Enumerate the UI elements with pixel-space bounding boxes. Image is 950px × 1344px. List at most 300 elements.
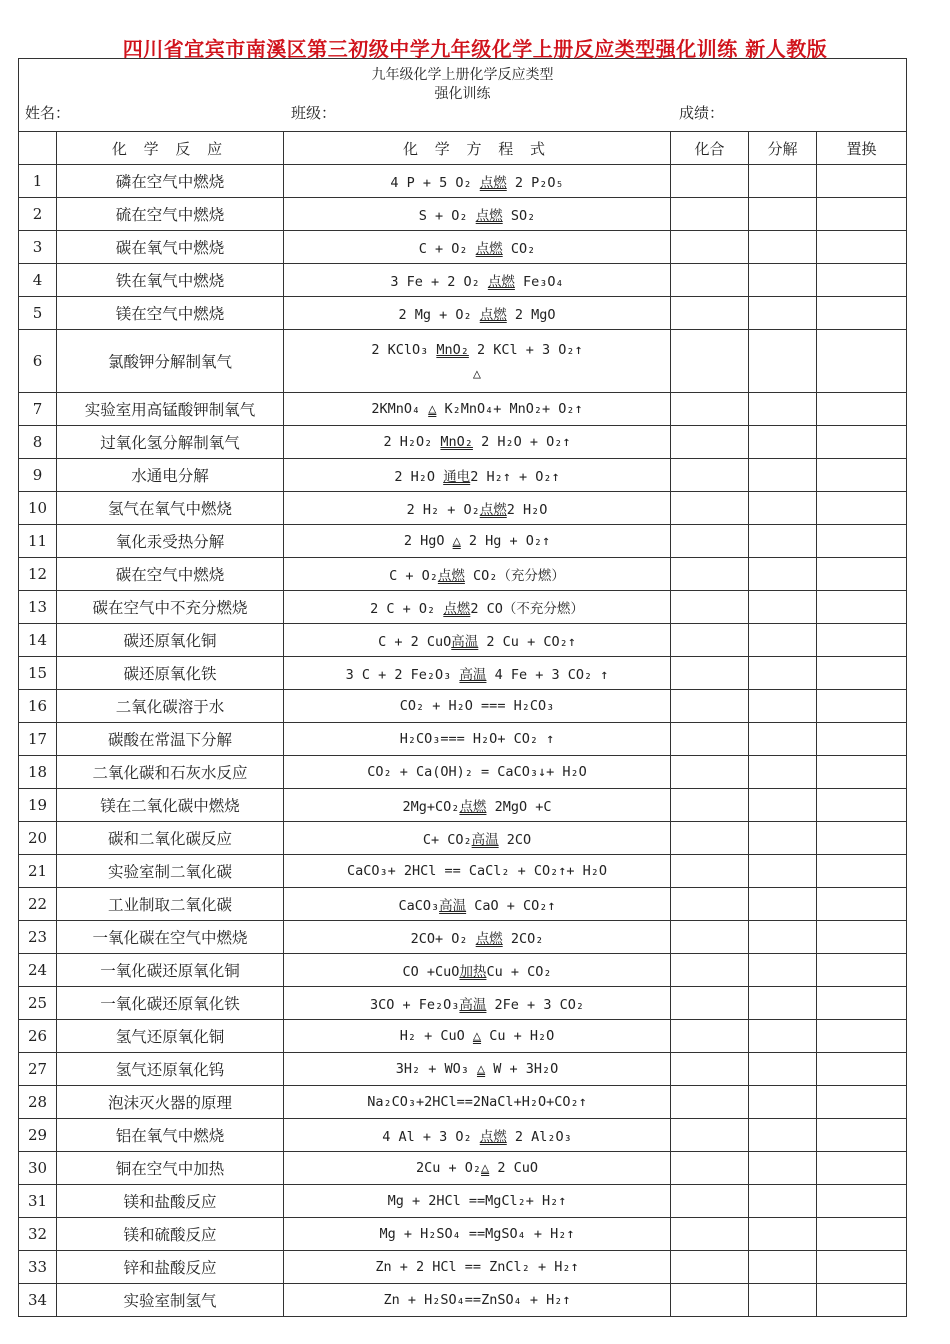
equation-cell [284,459,671,492]
row-number: 24 [19,954,57,987]
table-row [19,756,907,789]
row-number: 13 [19,591,57,624]
displacement-check-cell[interactable] [817,1119,907,1152]
equation-cell [284,657,671,690]
equation [416,1160,538,1176]
reaction-condition: 点燃 [479,1129,507,1145]
equation-reactants: 2 KClO₃ [371,342,437,358]
equation-reactants: 3 C + 2 Fe₂O₃ [345,667,460,683]
combination-check-cell[interactable] [671,1086,749,1119]
reaction-name: 水通电分解 [57,459,284,492]
equation-products: Cu + CO₂ [486,964,552,980]
col-number [19,132,57,165]
equation-cell [284,165,671,198]
equation-products: 2 Hg + O₂↑ [460,533,551,549]
decomposition-check-cell[interactable] [749,297,817,330]
combination-check-cell[interactable] [671,888,749,921]
reaction-name: 二氧化碳溶于水 [57,690,284,723]
equation [390,175,563,191]
displacement-check-cell[interactable] [817,657,907,690]
row-number: 5 [19,297,57,330]
combination-check-cell[interactable] [671,492,749,525]
equation-cell [284,789,671,822]
equation [407,502,548,518]
decomposition-check-cell[interactable] [749,330,817,393]
equation-reactants: S + O₂ [418,208,476,224]
combination-check-cell[interactable] [671,987,749,1020]
equation-reactants: 2 H₂O [394,469,444,485]
reaction-name: 碳和二氧化碳反应 [57,822,284,855]
displacement-check-cell[interactable] [817,723,907,756]
equation-products: K₂MnO₄+ MnO₂+ O₂↑ [436,401,583,417]
reaction-condition: 点燃 [443,601,471,617]
equation-cell [284,624,671,657]
combination-check-cell[interactable] [671,1185,749,1218]
equation-products: 2MgO +C [486,799,552,815]
displacement-check-cell[interactable] [817,1020,907,1053]
reaction-condition: △ [481,1160,490,1176]
equation-products: 2 H₂↑ + O₂↑ [470,469,560,485]
decomposition-check-cell[interactable] [749,393,817,426]
displacement-check-cell[interactable] [817,525,907,558]
row-number: 26 [19,1020,57,1053]
displacement-check-cell[interactable] [817,330,907,393]
decomposition-check-cell[interactable] [749,756,817,789]
reaction-name: 氢气还原氧化铜 [57,1020,284,1053]
table-row [19,1185,907,1218]
equation-reactants: Mg + 2HCl ==MgCl₂+ H₂↑ [387,1193,567,1209]
equation-reactants: 2KMnO₄ [371,401,429,417]
equation-products: 2 H₂O + O₂↑ [472,434,571,450]
table-row [19,1086,907,1119]
reaction-condition: 点燃 [479,502,507,518]
table-row [19,624,907,657]
displacement-check-cell[interactable] [817,1284,907,1317]
equation [371,401,582,417]
reaction-name: 铁在氧气中燃烧 [57,264,284,297]
table-row [19,1251,907,1284]
equation-reactants: 2 C + O₂ [370,601,444,617]
decomposition-check-cell[interactable] [749,789,817,822]
displacement-check-cell[interactable] [817,822,907,855]
reaction-name: 实验室制氢气 [57,1284,284,1317]
decomposition-check-cell[interactable] [749,657,817,690]
equation [379,1226,574,1242]
combination-check-cell[interactable] [671,1251,749,1284]
displacement-check-cell[interactable] [817,888,907,921]
reaction-condition: 加热 [459,964,487,980]
col-displacement: 置换 [817,132,907,165]
table-row [19,591,907,624]
equation-products: W + 3H₂O [485,1061,559,1077]
reaction-condition: 点燃 [475,241,503,257]
equation-reactants: 2 H₂ + O₂ [406,502,480,518]
row-number: 14 [19,624,57,657]
decomposition-check-cell[interactable] [749,1218,817,1251]
reaction-condition: △ [428,401,437,417]
table-row [19,231,907,264]
reaction-condition: 点燃 [475,208,503,224]
decomposition-check-cell[interactable] [749,855,817,888]
decomposition-check-cell[interactable] [749,690,817,723]
equation-reactants: C + O₂ [389,568,438,584]
row-number: 19 [19,789,57,822]
decomposition-check-cell[interactable] [749,723,817,756]
equation-reactants: 2Mg+CO₂ [402,799,460,815]
reaction-name: 锌和盐酸反应 [57,1251,284,1284]
equation-cell [284,690,671,723]
equation [378,634,576,650]
decomposition-check-cell[interactable] [749,591,817,624]
combination-check-cell[interactable] [671,426,749,459]
equation [400,1028,554,1044]
reaction-name: 镁和硫酸反应 [57,1218,284,1251]
equation [403,799,552,815]
equation-cell [284,525,671,558]
row-number: 32 [19,1218,57,1251]
combination-check-cell[interactable] [671,921,749,954]
equation-products: 2 Cu + CO₂↑ [478,634,576,650]
table-row [19,459,907,492]
table-row [19,723,907,756]
reaction-condition: 高温 [439,898,467,914]
decomposition-check-cell[interactable] [749,1152,817,1185]
displacement-check-cell[interactable] [817,231,907,264]
equation-cell [284,1020,671,1053]
reaction-name: 一氧化碳还原氧化铁 [57,987,284,1020]
combination-check-cell[interactable] [671,1152,749,1185]
reaction-condition: △ [452,533,461,549]
combination-check-cell[interactable] [671,789,749,822]
table-row [19,525,907,558]
name-label: 姓名： [25,104,71,122]
equation-reactants: 2 Mg + O₂ [398,307,480,323]
row-number: 10 [19,492,57,525]
combination-check-cell[interactable] [671,330,749,393]
decomposition-check-cell[interactable] [749,231,817,264]
reaction-condition: 高温 [459,667,487,683]
equation-products: 2 P₂O₅ [506,175,564,191]
reaction-condition: 点燃 [479,175,507,191]
equation-cell [284,264,671,297]
equation-cell [284,1284,671,1317]
combination-check-cell[interactable] [671,954,749,987]
equation-cell [284,393,671,426]
displacement-check-cell[interactable] [817,987,907,1020]
equation-products: 2 KCl + 3 O₂↑ [468,342,583,358]
equation-products: 2 MgO [506,307,556,323]
table-row [19,657,907,690]
reaction-name: 碳酸在常温下分解 [57,723,284,756]
combination-check-cell[interactable] [671,525,749,558]
decomposition-check-cell[interactable] [749,525,817,558]
table-row [19,1284,907,1317]
displacement-check-cell[interactable] [817,297,907,330]
combination-check-cell[interactable] [671,756,749,789]
equation-cell [284,558,671,591]
reaction-condition: 点燃 [475,931,503,947]
reaction-name: 镁在空气中燃烧 [57,297,284,330]
row-number: 7 [19,393,57,426]
equation-reactants: H₂ + CuO [399,1028,473,1044]
reaction-name: 碳在空气中燃烧 [57,558,284,591]
worksheet [18,58,906,1317]
displacement-check-cell[interactable] [817,393,907,426]
reaction-condition: 高温 [471,832,499,848]
col-decomposition: 分解 [749,132,817,165]
equation-reactants: C + O₂ [418,241,476,257]
equation-cell [284,426,671,459]
combination-check-cell[interactable] [671,231,749,264]
equation-reactants: CaCO₃+ 2HCl == CaCl₂ + CO₂↑+ H₂O [346,863,608,879]
equation-cell [284,1218,671,1251]
displacement-check-cell[interactable] [817,459,907,492]
reaction-name: 铜在空气中加热 [57,1152,284,1185]
equation [384,434,571,450]
reaction-name: 碳还原氧化铜 [57,624,284,657]
combination-check-cell[interactable] [671,1284,749,1317]
decomposition-check-cell[interactable] [749,165,817,198]
equation-cell [284,297,671,330]
equation-cell [284,1152,671,1185]
equation-cell [284,723,671,756]
reaction-name: 氧化汞受热分解 [57,525,284,558]
table-row [19,921,907,954]
equation-cell [284,492,671,525]
table-row [19,954,907,987]
equation-cell [284,231,671,264]
row-number: 8 [19,426,57,459]
decomposition-check-cell[interactable] [749,624,817,657]
equation-products: CaO + CO₂↑ [466,898,556,914]
combination-check-cell[interactable] [671,393,749,426]
combination-check-cell[interactable] [671,558,749,591]
row-number: 11 [19,525,57,558]
equation-reactants: C+ CO₂ [422,832,472,848]
displacement-check-cell[interactable] [817,789,907,822]
combination-check-cell[interactable] [671,657,749,690]
decomposition-check-cell[interactable] [749,1119,817,1152]
combination-check-cell[interactable] [671,297,749,330]
decomposition-check-cell[interactable] [749,987,817,1020]
displacement-check-cell[interactable] [817,198,907,231]
equation-cell [284,198,671,231]
combination-check-cell[interactable] [671,723,749,756]
displacement-check-cell[interactable] [817,426,907,459]
table-row [19,1119,907,1152]
displacement-check-cell[interactable] [817,264,907,297]
row-number: 18 [19,756,57,789]
worksheet-header [19,59,907,132]
reaction-name: 碳在空气中不充分燃烧 [57,591,284,624]
combination-check-cell[interactable] [671,624,749,657]
decomposition-check-cell[interactable] [749,888,817,921]
combination-check-cell[interactable] [671,855,749,888]
displacement-check-cell[interactable] [817,1251,907,1284]
row-number: 21 [19,855,57,888]
displacement-check-cell[interactable] [817,690,907,723]
equation [367,1094,586,1110]
equation [388,1193,567,1209]
displacement-check-cell[interactable] [817,1152,907,1185]
equation-reactants: 2 H₂O₂ [383,434,441,450]
decomposition-check-cell[interactable] [749,459,817,492]
combination-check-cell[interactable] [671,591,749,624]
equation-products: 2 CuO [489,1160,538,1176]
equation [398,898,555,914]
table-row [19,393,907,426]
equation-reactants: CaCO₃ [398,898,440,914]
equation [382,1129,572,1145]
decomposition-check-cell[interactable] [749,954,817,987]
row-number: 15 [19,657,57,690]
reaction-name: 氢气在氧气中燃烧 [57,492,284,525]
equation [367,764,586,780]
equation-cell [284,591,671,624]
row-number: 28 [19,1086,57,1119]
heat-condition: △ [472,366,482,382]
equation-reactants: 2 HgO [403,533,453,549]
combination-check-cell[interactable] [671,459,749,492]
row-number: 6 [19,330,57,393]
reaction-condition: 高温 [459,997,487,1013]
equation-reactants: Zn + 2 HCl == ZnCl₂ + H₂↑ [375,1259,579,1275]
combination-check-cell[interactable] [671,165,749,198]
equation-reactants: 4 P + 5 O₂ [390,175,480,191]
decomposition-check-cell[interactable] [749,426,817,459]
reaction-name: 镁和盐酸反应 [57,1185,284,1218]
decomposition-check-cell[interactable] [749,492,817,525]
combination-check-cell[interactable] [671,198,749,231]
decomposition-check-cell[interactable] [749,198,817,231]
reaction-name: 氢气还原氧化钨 [57,1053,284,1086]
displacement-check-cell[interactable] [817,165,907,198]
decomposition-check-cell[interactable] [749,1284,817,1317]
table-row [19,264,907,297]
decomposition-check-cell[interactable] [749,921,817,954]
decomposition-check-cell[interactable] [749,1020,817,1053]
row-number: 20 [19,822,57,855]
row-number: 22 [19,888,57,921]
equation-cell [284,1053,671,1086]
row-number: 9 [19,459,57,492]
reaction-condition: 点燃 [479,307,507,323]
combination-check-cell[interactable] [671,1053,749,1086]
decomposition-check-cell[interactable] [749,1053,817,1086]
equation [419,208,535,224]
decomposition-check-cell[interactable] [749,558,817,591]
reaction-condition: △ [472,1028,482,1044]
combination-check-cell[interactable] [671,690,749,723]
combination-check-cell[interactable] [671,1020,749,1053]
table-row [19,888,907,921]
reaction-name: 过氧化氢分解制氧气 [57,426,284,459]
equation-products: Fe₃O₄ [514,274,564,290]
equation [390,274,563,290]
reaction-name: 磷在空气中燃烧 [57,165,284,198]
equation-cell [284,330,671,393]
reaction-name: 碳在氧气中燃烧 [57,231,284,264]
decomposition-check-cell[interactable] [749,264,817,297]
equation-products: 2 H₂O [506,502,548,518]
equation-reactants: 2CO+ O₂ [410,931,476,947]
equation [396,1061,559,1077]
table-row [19,1020,907,1053]
decomposition-check-cell[interactable] [749,1185,817,1218]
displacement-check-cell[interactable] [817,1086,907,1119]
displacement-check-cell[interactable] [817,921,907,954]
reaction-name: 泡沫灭火器的原理 [57,1086,284,1119]
equation-reactants: C + 2 CuO [378,634,452,650]
reaction-table [18,58,907,1317]
col-combination: 化合 [671,132,749,165]
equation-cell [284,855,671,888]
equation-cell [284,888,671,921]
combination-check-cell[interactable] [671,1119,749,1152]
displacement-check-cell[interactable] [817,624,907,657]
equation-products: SO₂ [502,208,536,224]
combination-check-cell[interactable] [671,1218,749,1251]
decomposition-check-cell[interactable] [749,1086,817,1119]
equation-reactants: 3H₂ + WO₃ [395,1061,477,1077]
displacement-check-cell[interactable] [817,954,907,987]
table-row [19,1053,907,1086]
equation-cell [284,1119,671,1152]
equation-products: CO₂ [502,241,536,257]
equation-reactants: 3 Fe + 2 O₂ [390,274,488,290]
displacement-check-cell[interactable] [817,492,907,525]
reaction-condition: MnO₂ [436,342,469,358]
row-number: 23 [19,921,57,954]
equation-reactants: Zn + H₂SO₄==ZnSO₄ + H₂↑ [383,1292,571,1308]
displacement-check-cell[interactable] [817,756,907,789]
decomposition-check-cell[interactable] [749,1251,817,1284]
table-row [19,987,907,1020]
document-title: 四川省宜宾市南溪区第三初级中学九年级化学上册反应类型强化训练 新人教版 [122,37,828,61]
equation-products: 2 Al₂O₃ [506,1129,572,1145]
row-number: 33 [19,1251,57,1284]
displacement-check-cell[interactable] [817,855,907,888]
equation-cell [284,756,671,789]
reaction-name: 碳还原氧化铁 [57,657,284,690]
reaction-name: 二氧化碳和石灰水反应 [57,756,284,789]
displacement-check-cell[interactable] [817,591,907,624]
combination-check-cell[interactable] [671,822,749,855]
equation [375,1259,578,1275]
equation-reactants: CO₂ + Ca(OH)₂ = CaCO₃↓+ H₂O [367,764,587,780]
equation [398,307,555,323]
combination-check-cell[interactable] [671,264,749,297]
displacement-check-cell[interactable] [817,1185,907,1218]
row-number: 2 [19,198,57,231]
reaction-condition: 点燃 [459,799,487,815]
reaction-name: 硫在空气中燃烧 [57,198,284,231]
displacement-check-cell[interactable] [817,558,907,591]
equation [384,1292,571,1308]
row-number: 16 [19,690,57,723]
equation [347,863,607,879]
table-row [19,690,907,723]
equation [394,469,559,485]
displacement-check-cell[interactable] [817,1218,907,1251]
equation-products: CO₂（充分燃） [464,568,565,584]
equation [400,731,554,747]
displacement-check-cell[interactable] [817,1053,907,1086]
decomposition-check-cell[interactable] [749,822,817,855]
equation-reactants: Mg + H₂SO₄ ==MgSO₄ + H₂↑ [379,1226,575,1242]
equation-reactants: Na₂CO₃+2HCl==2NaCl+H₂O+CO₂↑ [367,1094,587,1110]
row-number: 29 [19,1119,57,1152]
